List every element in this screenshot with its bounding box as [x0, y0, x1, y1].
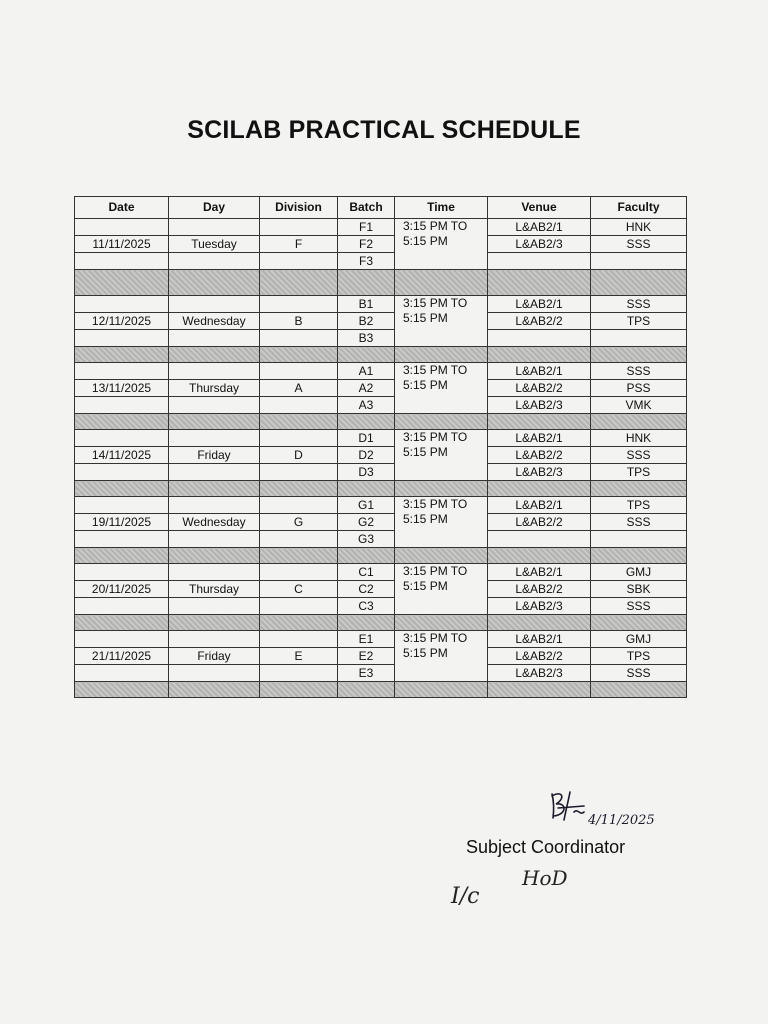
separator-cell — [591, 270, 687, 296]
separator-cell — [488, 682, 591, 698]
separator-cell — [169, 682, 260, 698]
date-cell — [75, 631, 169, 648]
day-cell: Friday — [169, 447, 260, 464]
faculty-cell: TPS — [591, 464, 687, 481]
day-cell: Wednesday — [169, 514, 260, 531]
batch-cell: A3 — [338, 397, 395, 414]
separator-cell — [395, 414, 488, 430]
faculty-cell: SBK — [591, 581, 687, 598]
separator-cell — [75, 615, 169, 631]
table-row — [75, 514, 687, 531]
day-cell — [169, 296, 260, 313]
division-cell — [260, 464, 338, 481]
separator-cell — [338, 682, 395, 698]
faculty-cell: GMJ — [591, 564, 687, 581]
day-cell — [169, 665, 260, 682]
batch-cell: A2 — [338, 380, 395, 397]
separator-row — [75, 414, 687, 430]
division-cell — [260, 330, 338, 347]
venue-cell: L&AB2/3 — [488, 598, 591, 615]
venue-cell: L&AB2/3 — [488, 397, 591, 414]
hod-prefix: I/c — [451, 884, 480, 909]
day-cell — [169, 564, 260, 581]
separator-cell — [338, 548, 395, 564]
separator-cell — [395, 548, 488, 564]
hod-label: HoD — [522, 866, 568, 890]
separator-cell — [260, 270, 338, 296]
venue-cell: L&AB2/2 — [488, 514, 591, 531]
schedule-body — [75, 219, 687, 698]
separator-cell — [488, 347, 591, 363]
venue-cell: L&AB2/2 — [488, 380, 591, 397]
date-cell — [75, 296, 169, 313]
separator-cell — [169, 481, 260, 497]
batch-cell: G1 — [338, 497, 395, 514]
separator-cell — [395, 615, 488, 631]
time-line: 5:15 PM — [403, 378, 448, 392]
schedule-table — [74, 196, 687, 698]
batch-cell: B2 — [338, 313, 395, 330]
division-cell — [260, 665, 338, 682]
date-cell — [75, 497, 169, 514]
division-cell — [260, 397, 338, 414]
time-line: 5:15 PM — [403, 512, 448, 526]
handwritten-signature — [544, 786, 674, 830]
date-cell — [75, 219, 169, 236]
date-cell — [75, 363, 169, 380]
venue-cell: L&AB2/2 — [488, 581, 591, 598]
table-row — [75, 531, 687, 548]
table-row — [75, 236, 687, 253]
date-cell: 20/11/2025 — [75, 581, 169, 598]
separator-row — [75, 548, 687, 564]
header-batch: Batch — [338, 197, 395, 219]
separator-cell — [338, 414, 395, 430]
date-cell — [75, 665, 169, 682]
faculty-cell: SSS — [591, 665, 687, 682]
time-line: 5:15 PM — [403, 234, 448, 248]
date-cell — [75, 253, 169, 270]
division-cell: A — [260, 380, 338, 397]
venue-cell: L&AB2/1 — [488, 219, 591, 236]
separator-cell — [260, 347, 338, 363]
separator-cell — [75, 682, 169, 698]
separator-cell — [260, 615, 338, 631]
venue-cell: L&AB2/2 — [488, 648, 591, 665]
separator-cell — [488, 615, 591, 631]
division-cell: D — [260, 447, 338, 464]
separator-cell — [591, 548, 687, 564]
separator-row — [75, 481, 687, 497]
division-cell — [260, 497, 338, 514]
division-cell: F — [260, 236, 338, 253]
date-cell: 12/11/2025 — [75, 313, 169, 330]
separator-cell — [169, 414, 260, 430]
separator-cell — [169, 615, 260, 631]
table-row — [75, 598, 687, 615]
day-cell: Tuesday — [169, 236, 260, 253]
table-row — [75, 219, 687, 236]
page-title: SCILAB PRACTICAL SCHEDULE — [187, 116, 581, 144]
division-cell — [260, 430, 338, 447]
separator-cell — [591, 615, 687, 631]
table-row — [75, 631, 687, 648]
division-cell — [260, 531, 338, 548]
date-cell — [75, 397, 169, 414]
separator-cell — [591, 347, 687, 363]
division-cell — [260, 631, 338, 648]
separator-cell — [75, 481, 169, 497]
batch-cell: C1 — [338, 564, 395, 581]
header-time: Time — [395, 197, 488, 219]
table-row — [75, 464, 687, 481]
time-cell — [395, 497, 488, 548]
batch-cell: G3 — [338, 531, 395, 548]
table-row — [75, 581, 687, 598]
batch-cell: D3 — [338, 464, 395, 481]
separator-cell — [260, 414, 338, 430]
division-cell: C — [260, 581, 338, 598]
time-cell — [395, 430, 488, 481]
batch-cell: E3 — [338, 665, 395, 682]
batch-cell: F2 — [338, 236, 395, 253]
header-faculty: Faculty — [591, 197, 687, 219]
division-cell: E — [260, 648, 338, 665]
division-cell — [260, 296, 338, 313]
time-line: 5:15 PM — [403, 579, 448, 593]
separator-row — [75, 682, 687, 698]
division-cell — [260, 253, 338, 270]
table-row — [75, 397, 687, 414]
time-cell — [395, 363, 488, 414]
separator-row — [75, 615, 687, 631]
batch-cell: F3 — [338, 253, 395, 270]
header-division: Division — [260, 197, 338, 219]
day-cell — [169, 397, 260, 414]
date-cell: 14/11/2025 — [75, 447, 169, 464]
separator-cell — [260, 481, 338, 497]
venue-cell — [488, 253, 591, 270]
faculty-cell: GMJ — [591, 631, 687, 648]
venue-cell: L&AB2/1 — [488, 631, 591, 648]
separator-cell — [260, 548, 338, 564]
day-cell: Friday — [169, 648, 260, 665]
division-cell — [260, 564, 338, 581]
header-date: Date — [75, 197, 169, 219]
batch-cell: A1 — [338, 363, 395, 380]
faculty-cell — [591, 253, 687, 270]
faculty-cell: TPS — [591, 313, 687, 330]
day-cell: Thursday — [169, 380, 260, 397]
table-row — [75, 253, 687, 270]
day-cell — [169, 253, 260, 270]
venue-cell: L&AB2/1 — [488, 497, 591, 514]
date-cell — [75, 531, 169, 548]
batch-cell: C3 — [338, 598, 395, 615]
time-line: 3:15 PM TO — [403, 296, 468, 310]
faculty-cell: HNK — [591, 430, 687, 447]
separator-cell — [260, 682, 338, 698]
time-line: 5:15 PM — [403, 646, 448, 660]
day-cell — [169, 363, 260, 380]
faculty-cell — [591, 531, 687, 548]
batch-cell: E1 — [338, 631, 395, 648]
day-cell — [169, 430, 260, 447]
venue-cell: L&AB2/3 — [488, 236, 591, 253]
faculty-cell: SSS — [591, 296, 687, 313]
separator-cell — [395, 270, 488, 296]
separator-cell — [338, 615, 395, 631]
table-row — [75, 313, 687, 330]
day-cell — [169, 464, 260, 481]
separator-cell — [395, 347, 488, 363]
day-cell: Thursday — [169, 581, 260, 598]
table-row — [75, 430, 687, 447]
separator-cell — [169, 548, 260, 564]
venue-cell: L&AB2/2 — [488, 447, 591, 464]
day-cell — [169, 219, 260, 236]
faculty-cell: TPS — [591, 497, 687, 514]
venue-cell: L&AB2/3 — [488, 665, 591, 682]
batch-cell: B1 — [338, 296, 395, 313]
day-cell — [169, 631, 260, 648]
table-row — [75, 447, 687, 464]
day-cell — [169, 497, 260, 514]
separator-cell — [75, 548, 169, 564]
time-line: 3:15 PM TO — [403, 430, 468, 444]
time-cell — [395, 219, 488, 270]
time-line: 5:15 PM — [403, 311, 448, 325]
faculty-cell: TPS — [591, 648, 687, 665]
venue-cell — [488, 531, 591, 548]
division-cell: B — [260, 313, 338, 330]
division-cell: G — [260, 514, 338, 531]
day-cell — [169, 598, 260, 615]
batch-cell: D1 — [338, 430, 395, 447]
time-line: 3:15 PM TO — [403, 564, 468, 578]
time-line: 3:15 PM TO — [403, 363, 468, 377]
time-line: 5:15 PM — [403, 445, 448, 459]
table-row — [75, 665, 687, 682]
table-row — [75, 330, 687, 347]
separator-cell — [338, 347, 395, 363]
separator-cell — [169, 270, 260, 296]
batch-cell: F1 — [338, 219, 395, 236]
table-row — [75, 497, 687, 514]
date-cell: 21/11/2025 — [75, 648, 169, 665]
header-day: Day — [169, 197, 260, 219]
faculty-cell: VMK — [591, 397, 687, 414]
day-cell — [169, 531, 260, 548]
venue-cell: L&AB2/1 — [488, 430, 591, 447]
separator-cell — [591, 414, 687, 430]
division-cell — [260, 598, 338, 615]
header-row — [75, 197, 687, 219]
table-row — [75, 648, 687, 665]
date-cell — [75, 598, 169, 615]
venue-cell — [488, 330, 591, 347]
faculty-cell: HNK — [591, 219, 687, 236]
separator-cell — [591, 481, 687, 497]
separator-cell — [75, 347, 169, 363]
faculty-cell: PSS — [591, 380, 687, 397]
batch-cell: D2 — [338, 447, 395, 464]
date-cell: 13/11/2025 — [75, 380, 169, 397]
date-cell: 19/11/2025 — [75, 514, 169, 531]
time-cell — [395, 296, 488, 347]
day-cell: Wednesday — [169, 313, 260, 330]
faculty-cell: SSS — [591, 514, 687, 531]
venue-cell: L&AB2/2 — [488, 313, 591, 330]
time-cell — [395, 631, 488, 682]
faculty-cell: SSS — [591, 363, 687, 380]
separator-cell — [591, 682, 687, 698]
time-line: 3:15 PM TO — [403, 219, 468, 233]
time-cell — [395, 564, 488, 615]
table-row — [75, 363, 687, 380]
faculty-cell — [591, 330, 687, 347]
separator-cell — [488, 548, 591, 564]
batch-cell: C2 — [338, 581, 395, 598]
faculty-cell: SSS — [591, 598, 687, 615]
separator-cell — [75, 270, 169, 296]
table-row — [75, 296, 687, 313]
separator-row — [75, 270, 687, 296]
separator-cell — [395, 481, 488, 497]
signature-date: 4/11/2025 — [588, 813, 655, 828]
day-cell — [169, 330, 260, 347]
separator-cell — [338, 270, 395, 296]
time-line: 3:15 PM TO — [403, 631, 468, 645]
batch-cell: B3 — [338, 330, 395, 347]
faculty-cell: SSS — [591, 236, 687, 253]
header-venue: Venue — [488, 197, 591, 219]
separator-cell — [395, 682, 488, 698]
division-cell — [260, 363, 338, 380]
time-line: 3:15 PM TO — [403, 497, 468, 511]
separator-cell — [488, 481, 591, 497]
batch-cell: E2 — [338, 648, 395, 665]
table-row — [75, 564, 687, 581]
venue-cell: L&AB2/1 — [488, 296, 591, 313]
subject-coordinator-label: Subject Coordinator — [466, 837, 626, 857]
separator-cell — [338, 481, 395, 497]
separator-cell — [488, 414, 591, 430]
separator-row — [75, 347, 687, 363]
faculty-cell: SSS — [591, 447, 687, 464]
date-cell — [75, 564, 169, 581]
separator-cell — [488, 270, 591, 296]
date-cell: 11/11/2025 — [75, 236, 169, 253]
separator-cell — [75, 414, 169, 430]
venue-cell: L&AB2/1 — [488, 363, 591, 380]
date-cell — [75, 330, 169, 347]
venue-cell: L&AB2/3 — [488, 464, 591, 481]
separator-cell — [169, 347, 260, 363]
date-cell — [75, 430, 169, 447]
venue-cell: L&AB2/1 — [488, 564, 591, 581]
date-cell — [75, 464, 169, 481]
division-cell — [260, 219, 338, 236]
table-row — [75, 380, 687, 397]
batch-cell: G2 — [338, 514, 395, 531]
